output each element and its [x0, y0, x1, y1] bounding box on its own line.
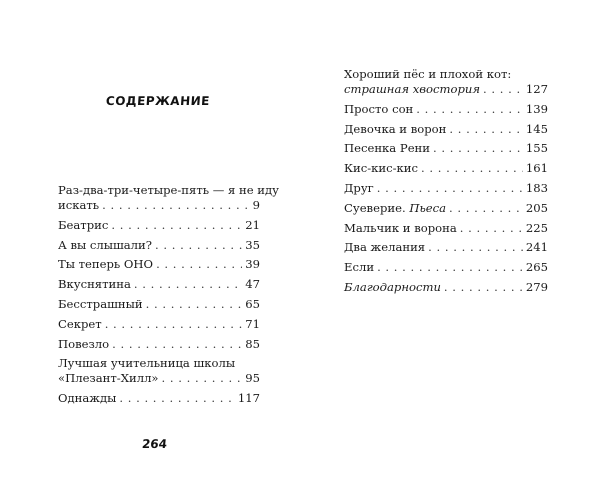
- toc-entry-page: 21: [245, 217, 260, 232]
- toc-entry-page: 95: [245, 371, 260, 386]
- toc-entry[interactable]: [58, 337, 260, 352]
- dot-leader: [460, 221, 523, 236]
- toc-entry[interactable]: [58, 277, 260, 292]
- toc-entry[interactable]: [344, 102, 548, 117]
- toc-entry[interactable]: [58, 356, 260, 386]
- toc-entry-title: Песенка Рени: [344, 141, 431, 156]
- toc-entry-page: 47: [245, 277, 260, 292]
- page-number: 264: [141, 437, 168, 451]
- toc-entry[interactable]: [58, 238, 260, 253]
- toc-entry-page: 265: [525, 260, 548, 275]
- toc-entry-title: Вкуснятина: [58, 277, 131, 292]
- toc-entry-title-line1: Лучшая учительница школы: [58, 356, 236, 371]
- toc-entry[interactable]: [344, 221, 548, 236]
- toc-entry-page: 155: [525, 141, 548, 156]
- toc-entry-title: Просто сон: [344, 101, 414, 116]
- dot-leader: [105, 317, 243, 332]
- dot-leader: [146, 297, 243, 312]
- toc-entry-page: 35: [245, 237, 260, 252]
- toc-entry[interactable]: [58, 183, 279, 213]
- toc-entry-title: Если: [344, 260, 375, 275]
- toc-entry-page: 161: [525, 161, 548, 176]
- toc-entry[interactable]: [344, 161, 548, 176]
- toc-entry-title: искать: [58, 198, 100, 212]
- dot-leader: [449, 122, 523, 137]
- toc-entry-title: А вы слышали?: [58, 237, 152, 252]
- toc-entry-page: 65: [245, 296, 260, 311]
- toc-entry-title: Беатрис: [58, 217, 109, 232]
- toc-entry-page: 9: [252, 198, 260, 212]
- toc-entry[interactable]: [58, 297, 260, 312]
- dot-leader: [111, 218, 242, 233]
- dot-leader: [444, 280, 523, 295]
- toc-entry-title: Друг: [344, 180, 374, 195]
- toc-entry-title: Однажды: [58, 391, 117, 406]
- toc-entry-page: 39: [245, 257, 260, 272]
- toc-entry-title-line1: Хороший пёс и плохой кот:: [344, 67, 512, 81]
- toc-entry-title: Повезло: [58, 336, 110, 351]
- toc-entry-title: Два желания: [344, 240, 426, 255]
- dot-leader: [483, 82, 523, 97]
- toc-entry[interactable]: [344, 181, 548, 196]
- toc-entry-page: 225: [525, 220, 548, 235]
- toc-entry[interactable]: [58, 391, 260, 406]
- toc-entry[interactable]: [344, 201, 548, 216]
- toc-entry-title: Секрет: [58, 316, 102, 331]
- toc-entry[interactable]: [58, 317, 260, 332]
- toc-list-right: [344, 67, 548, 300]
- toc-entry-title: Благодарности: [344, 279, 441, 294]
- toc-entry-page: 85: [245, 336, 260, 351]
- dot-leader: [134, 277, 242, 292]
- toc-entry-title: Бесстрашный: [58, 296, 143, 311]
- dot-leader: [416, 102, 523, 117]
- toc-entry-title: Кис-кис-кис: [344, 161, 418, 176]
- toc-entry-title: Девочка и ворон: [344, 121, 447, 136]
- dot-leader: [156, 257, 242, 272]
- toc-entry-page: 241: [525, 240, 548, 255]
- toc-entry-page: 183: [525, 180, 548, 195]
- dot-leader: [428, 240, 523, 255]
- toc-entry[interactable]: [344, 260, 548, 275]
- right-page: [300, 0, 600, 480]
- dot-leader: [119, 391, 235, 406]
- toc-entry-title: Мальчик и ворона: [344, 220, 457, 235]
- toc-entry-page: 139: [525, 101, 548, 116]
- dot-leader: [433, 141, 523, 156]
- dot-leader: [155, 238, 242, 253]
- toc-entry-page: 145: [525, 121, 548, 136]
- toc-entry-title: [344, 201, 446, 216]
- toc-entry[interactable]: [344, 240, 548, 255]
- toc-entry[interactable]: [344, 280, 548, 295]
- dot-leader: [377, 260, 523, 275]
- toc-entry[interactable]: [344, 122, 548, 137]
- toc-entry-title: Ты теперь ОНО: [58, 257, 154, 272]
- page-title: содержание: [105, 90, 211, 110]
- toc-entry-page: 205: [525, 200, 548, 215]
- toc-entry-page: 71: [245, 316, 260, 331]
- dot-leader: [377, 181, 523, 196]
- toc-entry-title-main: Суеверие.: [344, 200, 406, 215]
- toc-entry-title: «Плезант-Хилл»: [58, 371, 159, 386]
- dot-leader: [112, 337, 242, 352]
- toc-entry-page: 127: [525, 82, 548, 96]
- toc-entry-title-line1: Раз-два-три-четыре-пять — я не иду: [58, 183, 279, 197]
- toc-entry[interactable]: [58, 218, 260, 233]
- toc-entry-title-italic: Пьеса: [409, 200, 447, 215]
- dot-leader: [449, 201, 523, 216]
- toc-entry[interactable]: [344, 67, 548, 97]
- toc-entry[interactable]: [344, 141, 548, 156]
- dot-leader: [102, 198, 250, 213]
- toc-entry-page: 279: [525, 279, 548, 294]
- dot-leader: [421, 161, 523, 176]
- toc-list-left: [58, 183, 279, 411]
- toc-entry[interactable]: [58, 257, 260, 272]
- dot-leader: [162, 371, 243, 386]
- toc-entry-page: 117: [237, 391, 260, 406]
- toc-entry-title: страшная хвостория: [344, 82, 481, 96]
